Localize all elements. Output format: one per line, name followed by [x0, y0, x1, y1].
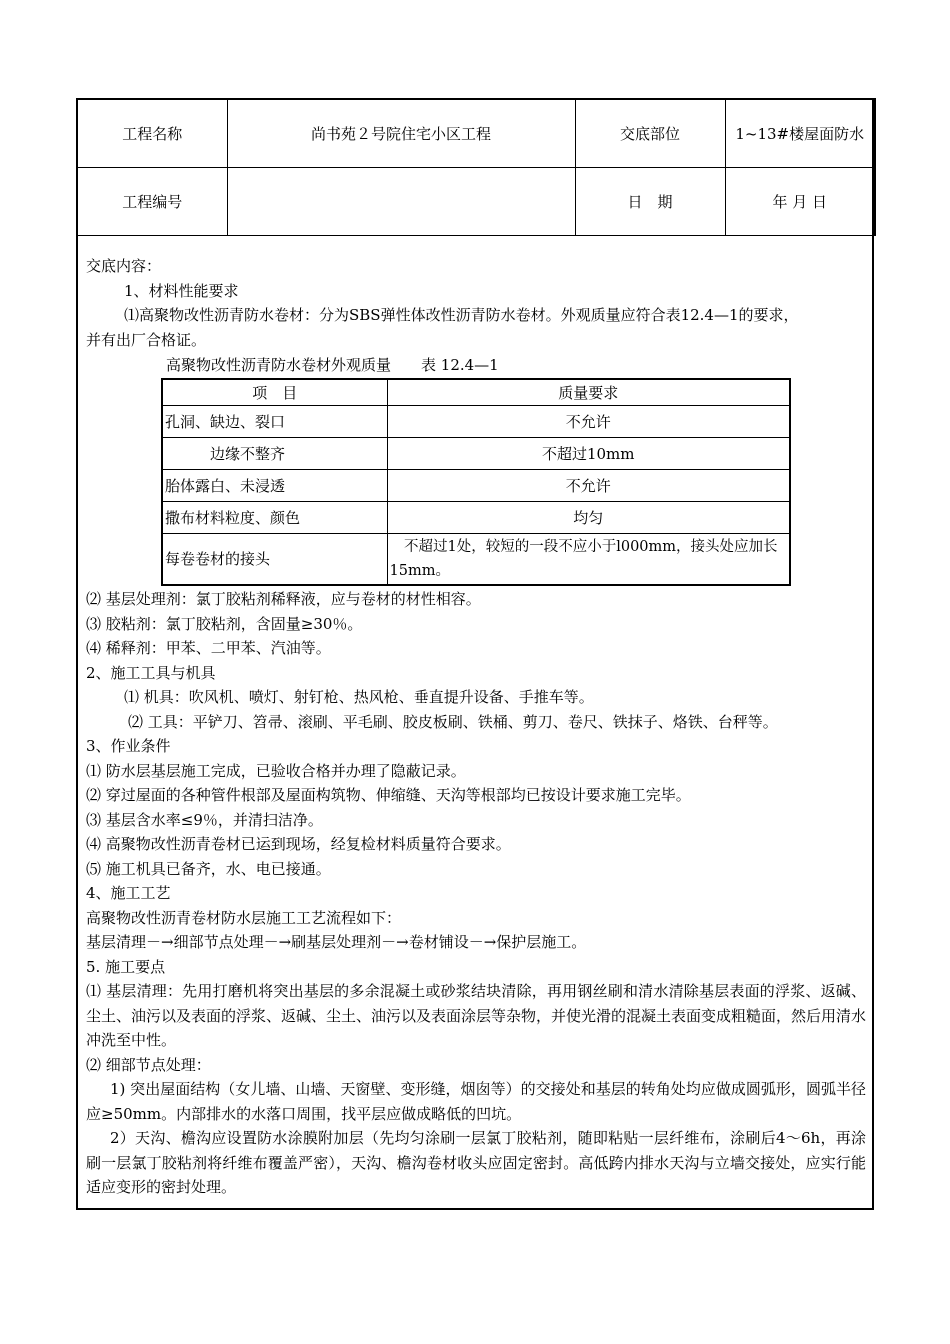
table-cell: 不允许	[387, 405, 790, 437]
project-no-label: 工程编号	[77, 168, 227, 236]
paragraph: ⑵ 穿过屋面的各种管件根部及屋面构筑物、伸缩缝、天沟等根部均已按设计要求施工完毕。	[86, 786, 691, 804]
content-body	[86, 254, 866, 352]
table-cell: 不超过10mm	[387, 437, 790, 469]
section-title: 2、施工工具与机具	[86, 663, 216, 682]
location-value: 1~13#楼屋面防水	[725, 99, 875, 168]
section-title: 1、材料性能要求	[124, 281, 239, 300]
table-header: 质量要求	[387, 379, 790, 405]
paragraph: 2）天沟、檐沟应设置防水涂膜附加层（先均匀涂刷一层氯丁胶粘剂，随即粘贴一层纤维布，涂刷后4～6h，再涂刷一层氯丁胶粘剂将纤维布覆盖严密），天沟、檐沟卷材收头应固定密封。高低跨内排水天沟与立墙交接处，应实行能适应变形的密封处理。	[86, 1129, 866, 1196]
content-label: 交底内容：	[86, 257, 162, 275]
project-name-label: 工程名称	[77, 99, 227, 168]
table-cell: 不允许	[387, 469, 790, 501]
section-title: 3、作业条件	[86, 737, 171, 755]
table-cell: 胎体露白、未浸透	[162, 469, 387, 501]
process-flow: 基层清理－→细部节点处理－→刷基层处理剂－→卷材铺设－→保护层施工。	[86, 933, 587, 951]
table-cell: 边缘不整齐	[162, 437, 387, 469]
paragraph: ⑵ 工具：平铲刀、笤帚、滚刷、平毛刷、胶皮板刷、铁桶、剪刀、卷尺、铁抹子、烙铁、台秤等。	[128, 712, 778, 731]
paragraph: ⑴ 机具：吹风机、喷灯、射钉枪、热风枪、垂直提升设备、手推车等。	[124, 688, 594, 706]
project-no-value	[227, 168, 575, 236]
section-title: 5. 施工要点	[86, 957, 166, 976]
project-name-value: 尚书苑２号院住宅小区工程	[227, 99, 575, 168]
paragraph: ⑴ 基层清理：先用打磨机将突出基层的多余混凝土或砂浆结块清除，再用钢丝刷和清水清除基层表面的浮浆、返碱、尘土、油污以及表面的浮浆、返碱、尘土、油污以及表面涂层等杂物，并使光滑的混凝土表面变成粗糙面，然后用清水冲洗至中性。	[86, 982, 867, 1049]
paragraph: 并有出厂合格证。	[86, 330, 207, 349]
paragraph: ⑸ 施工机具已备齐，水、电已接通。	[86, 859, 331, 878]
content-body-lower	[86, 587, 866, 1200]
paragraph: ⑶ 胶粘剂：氯丁胶粘剂，含固量≥30％。	[86, 614, 363, 633]
table-cell: 孔洞、缺边、裂口	[162, 405, 387, 437]
section-title: 4、施工工艺	[86, 884, 171, 902]
paragraph: ⑷ 高聚物改性沥青卷材已运到现场，经复检材料质量符合要求。	[86, 835, 511, 853]
paragraph: ⑶ 基层含水率≤9％，并清扫洁净。	[86, 810, 323, 829]
table-cell: 不超过1处，较短的一段不应小于l000mm，接头处应加长15mm。	[387, 533, 790, 585]
paragraph: ⑵ 细部节点处理：	[86, 1055, 211, 1074]
location-label: 交底部位	[575, 99, 725, 168]
table-caption: 高聚物改性沥青防水卷材外观质量 表 12.4—1	[166, 356, 499, 374]
paragraph: ⑴高聚物改性沥青防水卷材：分为SBS弹性体改性沥青防水卷材。外观质量应符合表12.4—1的要求，	[124, 306, 799, 324]
date-label: 日 期	[575, 168, 725, 236]
paragraph: 1) 突出屋面结构（女儿墙、山墙、天窗壁、变形缝，烟囱等）的交接处和基层的转角处均应做成圆弧形，圆弧半径应≥50mm。内部排水的水落口周围，找平层应做成略低的凹坑。	[86, 1080, 866, 1123]
date-value: 年 月 日	[725, 168, 875, 236]
paragraph: 高聚物改性沥青卷材防水层施工工艺流程如下：	[86, 908, 402, 927]
paragraph: ⑴ 防水层基层施工完成，已验收合格并办理了隐蔽记录。	[86, 761, 466, 780]
table-cell: 撒布材料粒度、颜色	[162, 501, 387, 533]
table-cell: 每卷卷材的接头	[162, 533, 387, 585]
paragraph: ⑷ 稀释剂：甲苯、二甲苯、汽油等。	[86, 639, 331, 657]
table-cell: 均匀	[387, 501, 790, 533]
paragraph: ⑵ 基层处理剂：氯丁胶粘剂稀释液，应与卷材的材性相容。	[86, 590, 481, 608]
table-header: 项 目	[162, 379, 387, 405]
quality-table	[161, 378, 791, 586]
header-table	[76, 98, 876, 236]
